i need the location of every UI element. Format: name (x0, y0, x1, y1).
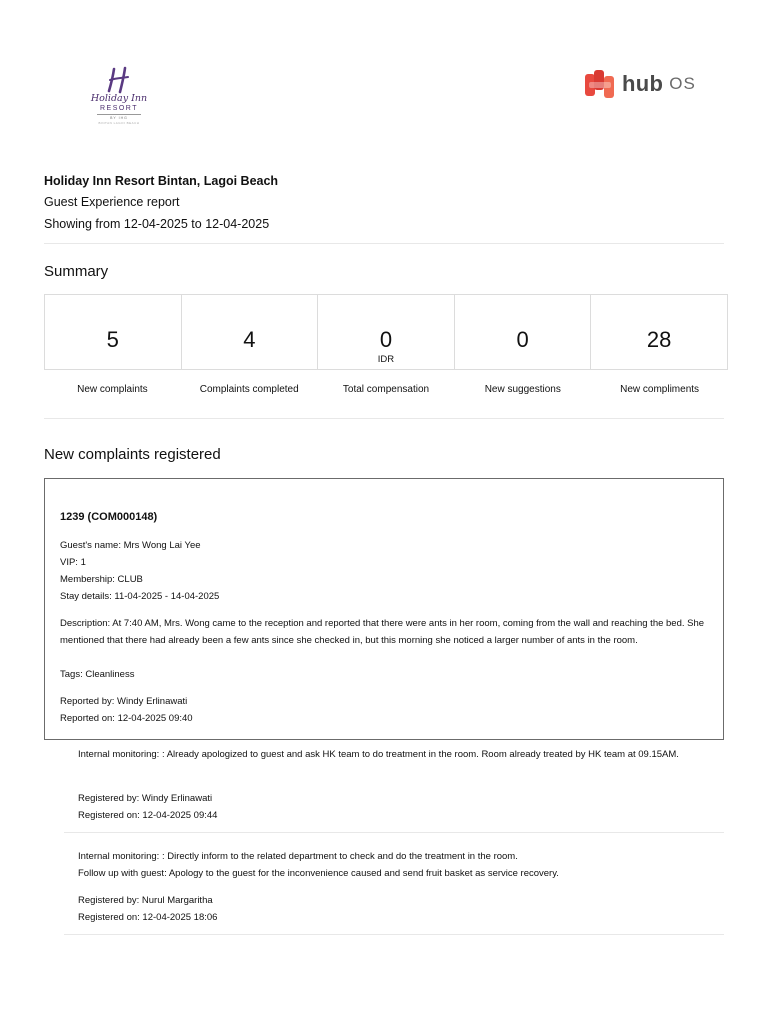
hub-os-logo (584, 66, 696, 102)
stat-currency: IDR (377, 354, 395, 365)
stat-complaints-completed (182, 295, 319, 369)
complaints-title: New complaints registered (44, 446, 221, 463)
stat-label: New compliments (620, 384, 700, 395)
hotel-name: Holiday Inn Resort Bintan, Lagoi Beach (44, 174, 279, 188)
divider (64, 832, 724, 833)
os-text: OS (669, 74, 696, 93)
complaint-tags: Tags: Cleanliness (60, 669, 135, 680)
divider (44, 243, 724, 244)
stat-label: New complaints (77, 384, 148, 395)
stat-value: 4 (243, 327, 256, 352)
stat-value: 5 (106, 327, 119, 352)
monitoring-text: Internal monitoring: : Directly inform to the related department to check and do the treatment in the room. (78, 851, 518, 862)
vip-level: VIP: 1 (60, 557, 86, 568)
registered-on: Registered on: 12-04-2025 09:44 (78, 810, 218, 821)
stat-value: 28 (646, 327, 672, 352)
monitoring-text: Internal monitoring: : Already apologized to guest and ask HK team to do treatment in the room. Room already treated by HK team at 09.15AM. (78, 749, 679, 760)
stat-value: 0 (516, 327, 529, 352)
stat-value: 0 (379, 327, 393, 352)
summary-title: Summary (44, 263, 109, 280)
stat-label: Total compensation (342, 384, 430, 395)
stay-details: Stay details: 11-04-2025 - 14-04-2025 (60, 591, 220, 602)
complaint-id: 1239 (COM000148) (60, 511, 158, 523)
reported-by: Reported by: Windy Erlinawati (60, 696, 188, 707)
logo-holiday-inn-text: Holiday Inn (90, 93, 148, 104)
stat-label: Complaints completed (199, 384, 299, 395)
complaint-description: Description: At 7:40 AM, Mrs. Wong came to the reception and reported that there were ants in her room, coming from the wall and reaching the bed. She mentioned that there had already been a few ants since she checked in, but this morning she noticed a larger number of ants in the room. (60, 618, 705, 646)
stat-total-compensation (318, 295, 455, 369)
holiday-inn-h-icon (106, 66, 132, 94)
report-type: Guest Experience report (44, 195, 180, 209)
divider (64, 934, 724, 935)
logo-location-text: BINTAN LAGOI BEACH (98, 121, 140, 125)
logo-resort-text: RESORT (99, 105, 139, 112)
holiday-inn-resort-logo (80, 66, 158, 130)
divider (44, 418, 724, 419)
registered-on: Registered on: 12-04-2025 18:06 (78, 912, 218, 923)
stat-new-suggestions (455, 295, 592, 369)
stat-label: New suggestions (484, 384, 561, 395)
date-range: Showing from 12-04-2025 to 12-04-2025 (44, 217, 270, 231)
logo-by-ihg-text: BY IHG (97, 114, 141, 121)
summary-labels (44, 384, 728, 395)
stat-new-compliments (591, 295, 727, 369)
complaint-card (44, 478, 724, 740)
hub-os-mark-icon (584, 69, 616, 99)
registered-by: Registered by: Nurul Margaritha (78, 895, 213, 906)
registered-by: Registered by: Windy Erlinawati (78, 793, 213, 804)
guest-name: Guest's name: Mrs Wong Lai Yee (60, 540, 201, 551)
membership: Membership: CLUB (60, 574, 143, 585)
hub-text: hub (622, 71, 664, 96)
follow-up-text: Follow up with guest: Apology to the guest for the inconvenience caused and send fruit basket as service recovery. (78, 868, 559, 879)
reported-on: Reported on: 12-04-2025 09:40 (60, 713, 193, 724)
stat-new-complaints (45, 295, 182, 369)
summary-stats (44, 294, 728, 370)
